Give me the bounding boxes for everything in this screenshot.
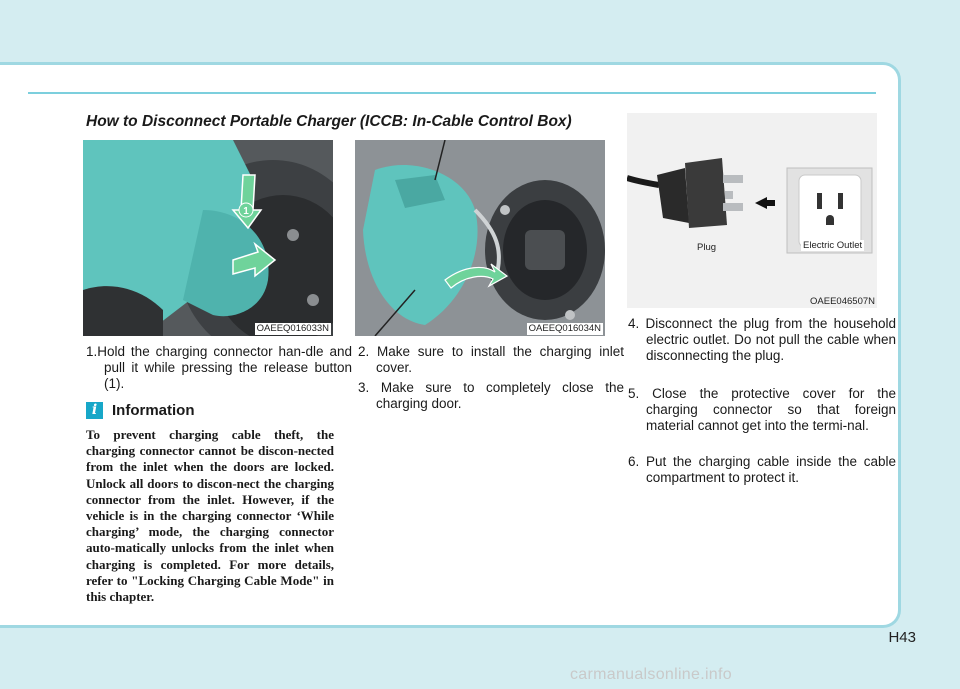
illustration-inlet-cover xyxy=(355,140,605,336)
section-title: How to Disconnect Portable Charger (ICCB: In-Cable Control Box) xyxy=(86,113,572,130)
image-code-3: OAEE046507N xyxy=(810,296,875,307)
watermark: carmanualsonline.info xyxy=(570,666,732,683)
step-6: 6. Put the charging cable inside the cable compartment to protect it. xyxy=(628,454,896,485)
title-rule xyxy=(28,92,876,94)
plug-outlet-illustration xyxy=(627,113,877,308)
plug-label: Plug xyxy=(697,242,717,253)
step-5: 5. Close the protective cover for the charging connector so that foreign material cannot get into the termi-nal. xyxy=(628,386,896,433)
illustration-plug-outlet xyxy=(627,113,877,308)
step-1: 1.Hold the charging connector han-dle and pull it while pressing the release button (1). xyxy=(86,344,352,391)
outlet-label: Electric Outlet xyxy=(803,240,863,251)
connector-illustration xyxy=(83,140,333,336)
step-3: 3. Make sure to completely close the charging door. xyxy=(358,380,624,411)
step-2: 2. Make sure to install the charging inlet cover. xyxy=(358,344,624,375)
image-code-1: OAEEQ016033N xyxy=(256,323,329,334)
info-icon: i xyxy=(86,402,103,419)
callout-number: 1 xyxy=(243,206,249,217)
information-heading xyxy=(86,402,195,419)
information-label: Information xyxy=(112,402,195,419)
step-4: 4. Disconnect the plug from the household electric outlet. Do not pull the cable when disconnecting the plug. xyxy=(628,316,896,363)
page-number: H43 xyxy=(888,629,916,646)
image-code-2: OAEEQ016034N xyxy=(528,323,601,334)
inlet-illustration xyxy=(355,140,605,336)
illustration-hold-connector xyxy=(83,140,333,336)
information-body: To prevent charging cable theft, the charging connector cannot be discon-nected from the inlet when the doors are locked. Unlock all doors to discon-nect the charging connector from the inlet. However, if the vehicle is in the charging connector ‘While charging’ mode, the charging connector auto-matically unlocks from the inlet when charging is completed. For more details, refer to "Locking Charging Cable Mode" in this chapter. xyxy=(86,427,334,605)
